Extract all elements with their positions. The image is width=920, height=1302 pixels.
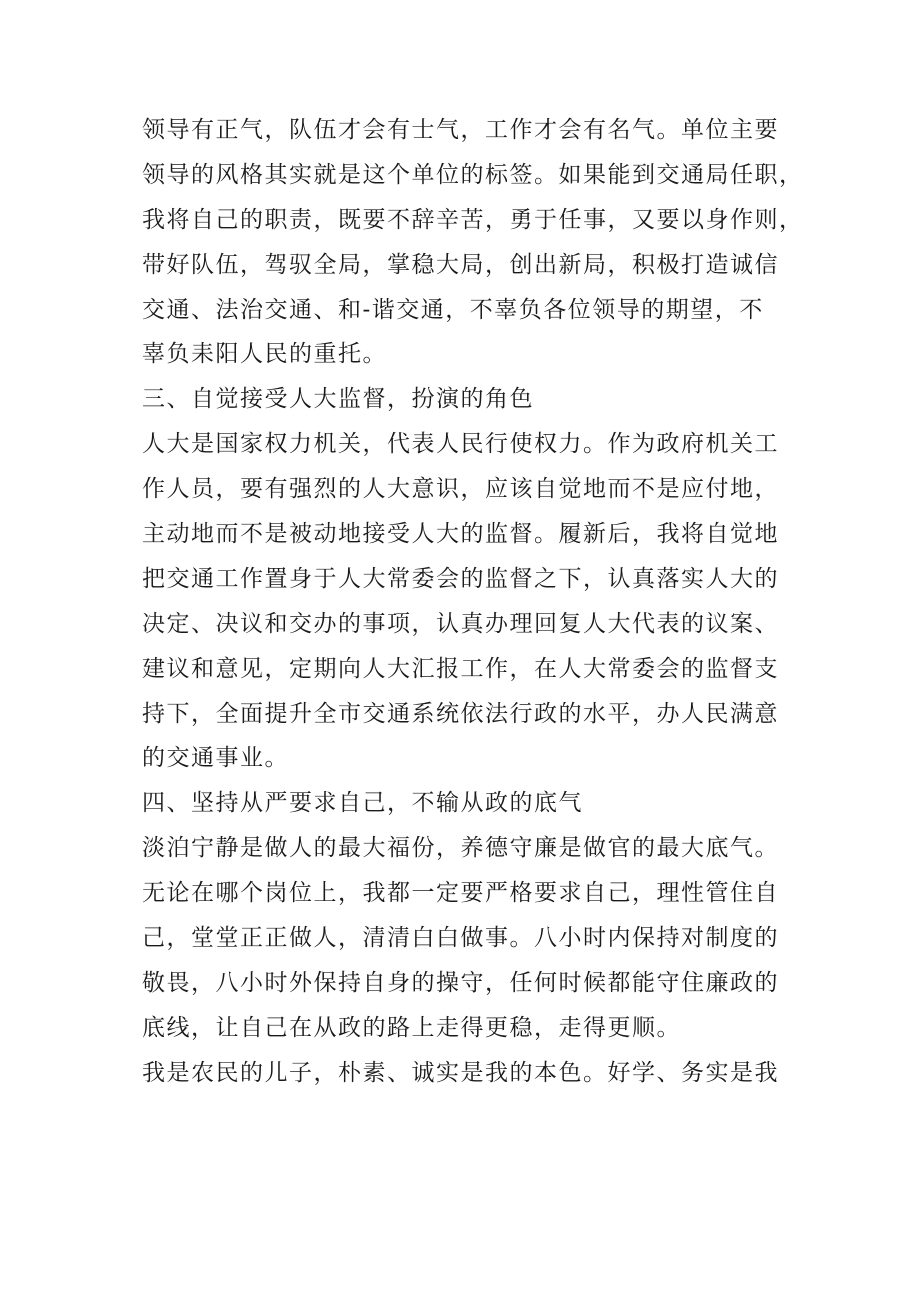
- text-line: 领导有正气，队伍才会有士气，工作才会有名气。单位主要: [142, 117, 779, 143]
- text-line: 建议和意见，定期向人大汇报工作，在人大常委会的监督支: [142, 655, 779, 682]
- text-line: 领导的风格其实就是这个单位的标签。如果能到交通局任职，: [142, 161, 804, 188]
- text-line: 己，堂堂正正做人，清清白白做事。八小时内保持对制度的: [142, 925, 779, 952]
- text-line: 无论在哪个岗位上，我都一定要严格要求自己，理性管住自: [142, 880, 779, 907]
- text-line: 的交通事业。: [142, 745, 289, 772]
- text-line: 作人员，要有强烈的人大意识，应该自觉地而不是应付地，: [142, 476, 779, 503]
- text-line: 决定、决议和交办的事项，认真办理回复人大代表的议案、: [142, 610, 779, 637]
- text-line: 底线，让自己在从政的路上走得更稳，走得更顺。: [142, 1014, 681, 1041]
- text-line: 我是农民的儿子，朴素、诚实是我的本色。好学、务实是我: [142, 1059, 779, 1086]
- text-line: 辜负耒阳人民的重托。: [142, 341, 387, 368]
- text-line: 持下，全面提升全市交通系统依法行政的水平，办人民满意: [142, 700, 779, 727]
- section-heading: 三、自觉接受人大监督，扮演的角色: [142, 386, 534, 413]
- text-line: 淡泊宁静是做人的最大福份，养德守廉是做官的最大底气。: [142, 835, 779, 862]
- document-body: [142, 108, 822, 1096]
- text-line: 主动地而不是被动地接受人大的监督。履新后，我将自觉地: [142, 521, 779, 548]
- text-line: 人大是国家权力机关，代表人民行使权力。作为政府机关工: [142, 431, 779, 458]
- text-line: 敬畏，八小时外保持自身的操守，任何时候都能守住廉政的: [142, 969, 779, 996]
- section-heading: 四、坚持从严要求自己，不输从政的底气: [142, 790, 583, 817]
- text-line: 把交通工作置身于人大常委会的监督之下，认真落实人大的: [142, 565, 779, 592]
- text-line: 交通、法治交通、和-谐交通，不辜负各位领导的期望，不: [142, 296, 764, 323]
- text-line: 我将自己的职责，既要不辞辛苦，勇于任事，又要以身作则，: [142, 206, 804, 233]
- text-line: 带好队伍，驾驭全局，掌稳大局，创出新局，积极打造诚信: [142, 251, 779, 278]
